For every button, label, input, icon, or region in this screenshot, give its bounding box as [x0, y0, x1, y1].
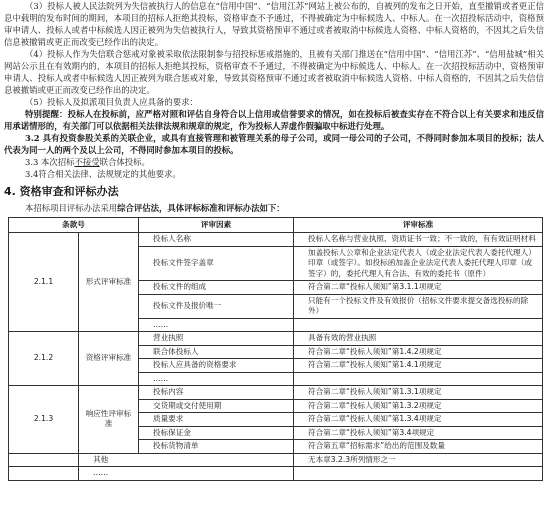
section-intro: [0, 202, 550, 214]
header-standard: 评审标准: [294, 218, 543, 233]
header-clause: 条款号: [9, 218, 139, 233]
standard-cell: 投标人名称与营业执照、资质证书一致；不一致的，有有效证明材料: [294, 233, 543, 247]
paragraph-4: （4）投标人作为失信联合惩戒对象被采取依法限制参与招投标惩戒措施的，且被有关部门推送在“信用中国”、“信用江苏”、“信用盐城”相关网站公示且在有效期内的，本项目的招标人拒绝其投标，资格审查不予通过，不得被确定为中标候选人、中标人。在一次招投标活动中，资格预审申请人、投标人或者中标候选人因正被列为联合惩戒对象，导致其资格预审不通过或者被取消中标候选人资格、中标人资格的，不因其之后失信信息被撤销或更正而改变已经作出的决定。: [4, 49, 544, 95]
standard-cell: 符合第二章“投标人须知”第1.4.1项规定: [294, 359, 543, 373]
standard-cell: 符合第二章“投标人须知”第1.3.2项规定: [294, 399, 543, 413]
paragraph-3: （3）投标人被人民法院列为失信被执行人的信息在“信用中国”、“信用江苏”网站上被公布的，自被列的发布之日开始，直至撤销或者更正信息中载明的发布时间的期间，本项目的招标人拒绝其投标，资格审查不予通过，不得被确定为中标候选人、中标人。在一次招投标活动中，资格预审申请人、投标人或者中标候选人因正被列为失信被执行人，导致其资格预审不通过或者被取消中标候选人资格、中标人资格的，不因其之后失信信息被撤销或更正而改变已经作出的决定。: [4, 1, 544, 47]
special-reminder-body: 投标人在投标前，应严格对照和评估自身符合以上信用或信誉要求的情况，如在投标后被查实存在不符合以上有关要求和违反信用承诺情形的，有关部门可以依据相关法律法规和规章的规定，作为投标人弄虚作假骗取中标进行处理。: [4, 109, 545, 131]
standard-cell: 无本章3.2.3所列情形之一: [294, 453, 543, 467]
factor-cell: ……: [139, 318, 294, 332]
factor-cell: 投标人应具备的资格要求: [139, 359, 294, 373]
clause-number: 2.1.3: [9, 386, 79, 454]
factor-cell: 投标内容: [139, 386, 294, 400]
clause-3-3-prefix: 3.3 本次招标: [25, 157, 75, 167]
category-label: 形式评审标准: [79, 233, 139, 332]
standard-cell: 加盖投标人公章和企业法定代表人（或企业法定代表人委托代理人）印章（或签字）。如投标函加盖企业法定代表人委托代理人印章（或签字）的，委托代理人有合法、有效的委托书（原件）: [294, 246, 543, 281]
empty-cell: [9, 453, 79, 467]
factor-cell: ……: [139, 372, 294, 386]
clause-3-4: 3.4符合相关法律、法规规定的其他要求。: [25, 169, 181, 179]
clause-number: 2.1.1: [9, 233, 79, 332]
standard-cell: 符合第二章“投标人须知”第1.3.1项规定: [294, 386, 543, 400]
factor-cell: 投标文件的组成: [139, 281, 294, 295]
section-heading: 4. 资格审查和评标办法: [4, 185, 119, 198]
header-factor: 评审因素: [139, 218, 294, 233]
factor-cell: 投标文件及报价唯一: [139, 294, 294, 318]
factor-cell: 联合体投标人: [139, 345, 294, 359]
special-reminder: [0, 108, 550, 132]
standard-cell: 符合第二章“投标人须知”第1.3.4项规定: [294, 413, 543, 427]
factor-cell: 营业执照: [139, 332, 294, 346]
clause-3-3: [0, 156, 550, 168]
clause-3-3-suffix: 联合体投标。: [99, 157, 150, 167]
table-row: [9, 467, 543, 481]
section-intro-bold: 综合评估法，具体评标标准和评标办法如下：: [117, 203, 285, 213]
paragraph-5: （5）投标人及拟派项目负责人应具备的要求：: [25, 97, 198, 107]
table-header-row: [9, 218, 543, 233]
standard-cell: 符合第二章“投标人须知”第1.4.2项规定: [294, 345, 543, 359]
factor-cell: 质量要求: [139, 413, 294, 427]
section-intro-prefix: 本招标项目评标办法采用: [25, 203, 118, 213]
table-row: [9, 332, 543, 346]
factor-cell: 其他: [79, 453, 294, 467]
table-row: [9, 386, 543, 400]
factor-cell: 投标人名称: [139, 233, 294, 247]
factor-cell: ……: [79, 467, 294, 481]
standard-cell: [294, 318, 543, 332]
category-label: 资格评审标准: [79, 332, 139, 386]
factor-cell: 投标文件签字盖章: [139, 246, 294, 281]
standard-cell: 符合第五章“招标需求”给出的范围及数量: [294, 440, 543, 454]
clause-3-3-underlined: 不接受: [74, 157, 100, 167]
clause-3-2: 3.2 具有投资参股关系的关联企业，或具有直接管理和被管理关系的母子公司，或同一母公司的子公司，不得同时参加本项目的投标；法人代表为同一人的两个及以上公司，不得同时参加本项目的投标。: [4, 133, 544, 155]
table-row: [9, 453, 543, 467]
standard-cell: 具备有效的营业执照: [294, 332, 543, 346]
standard-cell: [294, 467, 543, 481]
standard-cell: 符合第二章“投标人须知”第3.4项规定: [294, 426, 543, 440]
standard-cell: 只能有一个投标文件及有效报价（招标文件要求提交备选投标的除外）: [294, 294, 543, 318]
evaluation-table: [8, 217, 543, 481]
clause-number: 2.1.2: [9, 332, 79, 386]
factor-cell: 投标保证金: [139, 426, 294, 440]
factor-cell: 交货期或交付使用期: [139, 399, 294, 413]
standard-cell: 符合第二章“投标人须知”第3.1.1项规定: [294, 281, 543, 295]
empty-cell: [9, 467, 79, 481]
category-label: 响应性评审标准: [79, 386, 139, 454]
standard-cell: [294, 372, 543, 386]
factor-cell: 投标货物清单: [139, 440, 294, 454]
special-reminder-lead: 特别提醒：: [25, 109, 68, 119]
table-row: [9, 233, 543, 247]
